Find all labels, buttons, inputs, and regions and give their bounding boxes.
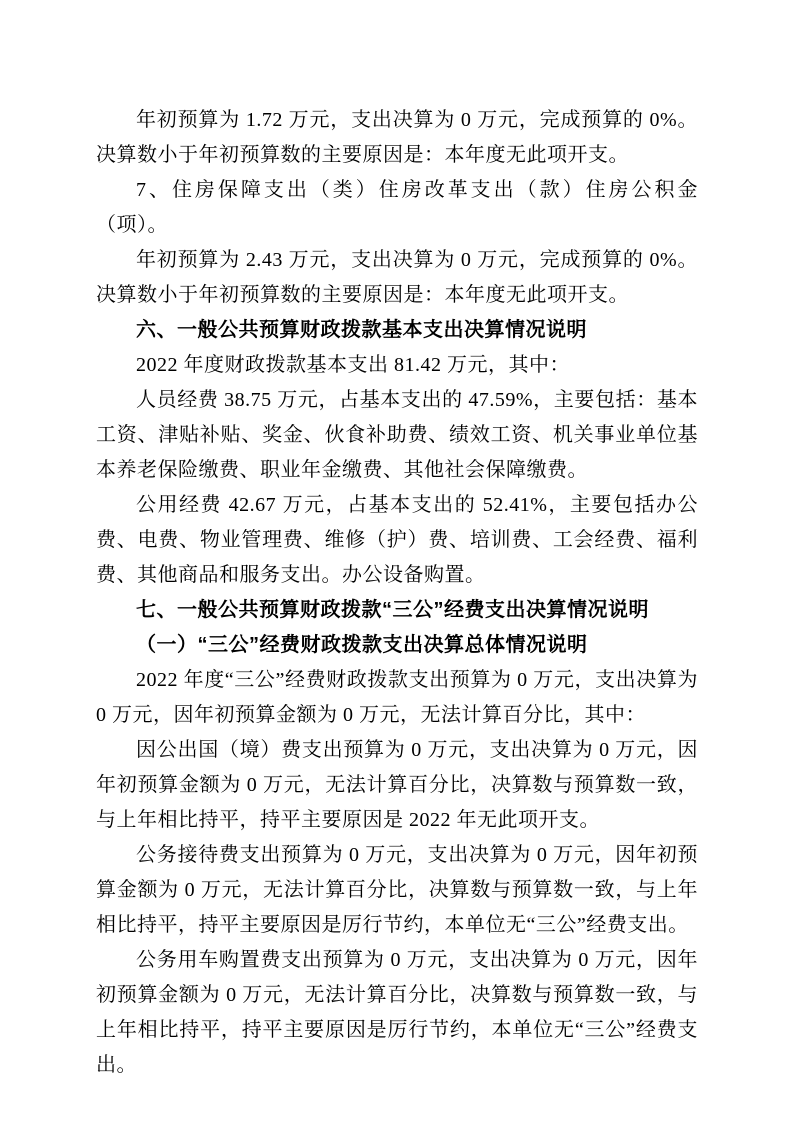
body-paragraph: 年初预算为 1.72 万元，支出决算为 0 万元，完成预算的 0%。决算数小于年初预算数的主要原因是：本年度无此项开支。 [96,109,698,166]
body-paragraph: 2022 年度财政拨款基本支出 81.42 万元，其中： [136,354,570,376]
section-heading: 七、一般公共预算财政拨款“三公”经费支出决算情况说明 [136,599,649,621]
document-content [96,103,698,1083]
body-paragraph: 因公出国（境）费支出预算为 0 万元，支出决算为 0 万元，因年初预算金额为 0 万元，无法计算百分比，决算数与预算数一致，与上年相比持平，持平主要原因是 2022 年无此项开支。 [96,739,698,831]
body-paragraph: 人员经费 38.75 万元，占基本支出的 47.59%，主要包括：基本工资、津贴补贴、奖金、伙食补助费、绩效工资、机关事业单位基本养老保险缴费、职业年金缴费、其他社会保障缴费。 [96,389,698,481]
body-paragraph: 公用经费 42.67 万元，占基本支出的 52.41%，主要包括办公费、电费、物业管理费、维修（护）费、培训费、工会经费、福利费、其他商品和服务支出。办公设备购置。 [96,494,698,586]
body-paragraph: 公务用车购置费支出预算为 0 万元，支出决算为 0 万元，因年初预算金额为 0 万元，无法计算百分比，决算数与预算数一致，与上年相比持平，持平主要原因是厉行节约，本单位无“三公”经费支出。 [96,949,698,1076]
body-paragraph: 公务接待费支出预算为 0 万元，支出决算为 0 万元，因年初预算金额为 0 万元，无法计算百分比，决算数与预算数一致，与上年相比持平，持平主要原因是厉行节约，本单位无“三公”经费支出。 [96,844,698,936]
body-paragraph: 7、住房保障支出（类）住房改革支出（款）住房公积金（项）。 [96,179,698,236]
body-paragraph: 年初预算为 2.43 万元，支出决算为 0 万元，完成预算的 0%。决算数小于年初预算数的主要原因是：本年度无此项开支。 [96,249,698,306]
body-paragraph: 2022 年度“三公”经费财政拨款支出预算为 0 万元，支出决算为 0 万元，因年初预算金额为 0 万元，无法计算百分比，其中： [96,669,698,726]
section-heading: （一）“三公”经费财政拨款支出决算总体情况说明 [136,634,588,656]
section-heading: 六、一般公共预算财政拨款基本支出决算情况说明 [136,319,587,341]
